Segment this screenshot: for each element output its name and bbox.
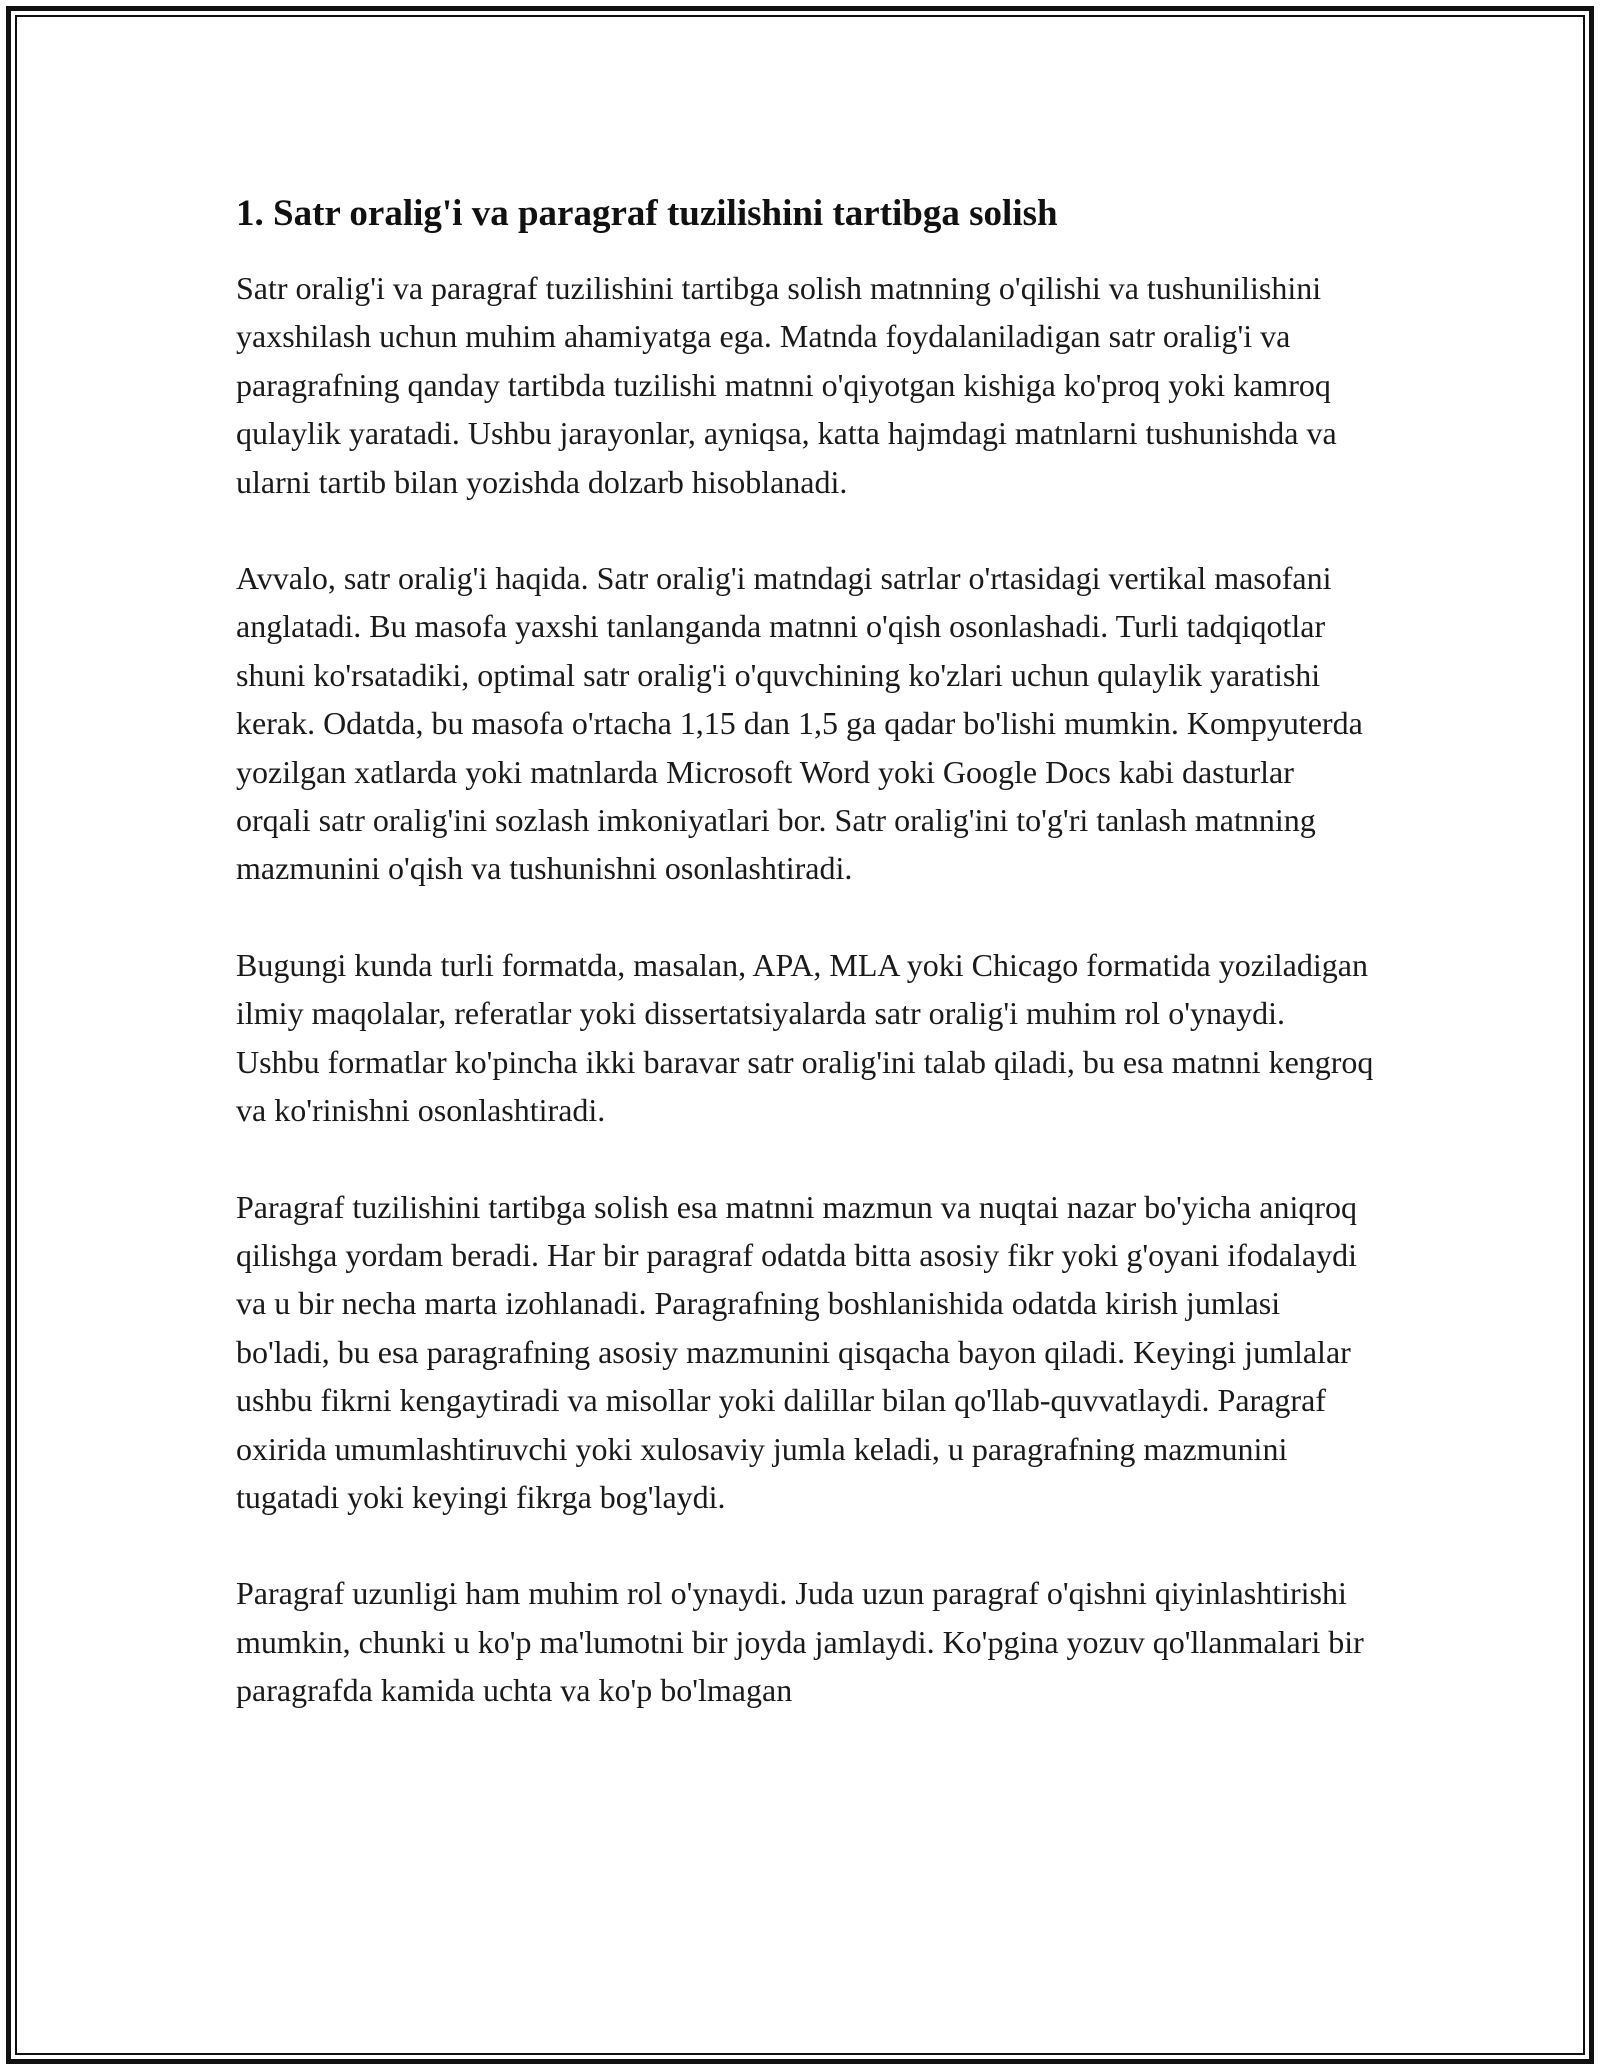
- paragraph-3: Bugungi kunda turli formatda, masalan, APA, MLA yoki Chicago formatida yoziladigan ilmiy maqolalar, referatlar yoki dissertatsiyalarda satr oralig'i muhim rol o'ynaydi. Ushbu formatlar ko'pincha ikki baravar satr oralig'ini talab qiladi, bu esa matnni kengroq va ko'rinishni osonlashtiradi.: [236, 946, 1374, 1129]
- paragraph-1: Satr oralig'i va paragraf tuzilishini tartibga solish matnning o'qilishi va tushunilishini yaxshilash uchun muhim ahamiyatga ega. Matnda foydalaniladigan satr oralig'i va paragrafning qanday tartibda tuzilishi matnni o'qiyotgan kishiga ko'proq yoki kamroq qulaylik yaratadi. Ushbu jarayonlar, ayniqsa, katta hajmdagi matnlarni tushunishda va ularni tartib bilan yozishda dolzarb hisoblanadi.: [236, 270, 1337, 500]
- paragraph-2: Avvalo, satr oralig'i haqida. Satr oralig'i matndagi satrlar o'rtasidagi vertikal masofani anglatadi. Bu masofa yaxshi tanlanganda matnni o'qish osonlashadi. Turli tadqiqotlar shuni ko'rsatadiki, optimal satr oralig'i o'quvchining ko'zlari uchun qulaylik yaratishi kerak. Odatda, bu masofa o'rtacha 1,15 dan 1,5 ga qadar bo'lishi mumkin. Kompyuterda yozilgan xatlarda yoki matnlarda Microsoft Word yoki Google Docs kabi dasturlar orqali satr oralig'ini sozlash imkoniyatlari bor. Satr oralig'ini to'g'ri tanlash matnning mazmunini o'qish va tushunishni osonlashtiradi.: [236, 560, 1363, 887]
- section-heading: 1. Satr oralig'i va paragraf tuzilishini tartibga solish: [236, 193, 1058, 234]
- paragraph-5: Paragraf uzunligi ham muhim rol o'ynaydi. Juda uzun paragraf o'qishni qiyinlashtirishi mumkin, chunki u ko'p ma'lumotni bir joyda jamlaydi. Ko'pgina yozuv qo'llanmalari bir paragrafda kamida uchta va ko'p bo'lmagan: [236, 1575, 1364, 1709]
- paragraph-4: Paragraf tuzilishini tartibga solish esa matnni mazmun va nuqtai nazar bo'yicha aniqroq qilishga yordam beradi. Har bir paragraf odatda bitta asosiy fikr yoki g'oyani ifodalaydi va u bir necha marta izohlanadi. Paragrafning boshlanishida odatda kirish jumlasi bo'ladi, bu esa paragrafning asosiy mazmunini qisqacha bayon qiladi. Keyingi jumlalar ushbu fikrni kengaytiradi va misollar yoki dalillar bilan qo'llab-quvvatlaydi. Paragraf oxirida umumlashtiruvchi yoki xulosaviy jumla keladi, u paragrafning mazmunini tugatadi yoki keyingi fikrga bog'laydi.: [236, 1188, 1357, 1515]
- document-page: [236, 186, 1376, 1763]
